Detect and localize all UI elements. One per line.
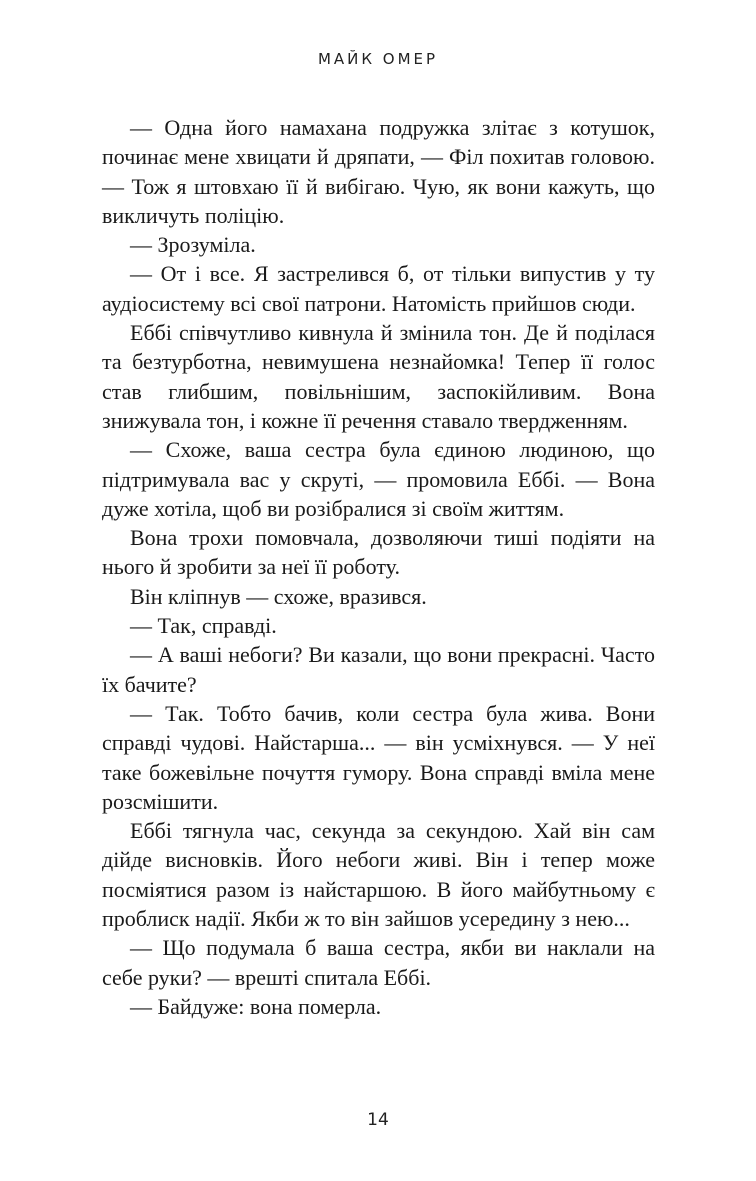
paragraph: — Байдуже: вона померла.: [130, 993, 382, 1019]
paragraph: — Зрозуміла.: [130, 232, 256, 258]
paragraph: — Схоже, ваша сестра була єдиною людиною, що підтримувала вас у скруті, — промовила Еббі. — Вона дуже хотіла, щоб ви розібралися зі своїм життям.: [102, 437, 655, 521]
paragraph: Він кліпнув — схоже, вразився.: [130, 583, 427, 609]
paragraph: — От і все. Я застрелився б, от тільки випустив у ту аудіосистему всі свої патрони. Натомість прийшов сюди.: [102, 261, 655, 316]
paragraph: — А ваші небоги? Ви казали, що вони прекрасні. Часто їх бачите?: [102, 642, 655, 697]
running-head: МАЙК ОМЕР: [317, 50, 439, 68]
paragraph: Вона трохи помовчала, дозволяючи тиші подіяти на нього й зробити за неї її роботу.: [102, 525, 655, 580]
body-text: [102, 113, 655, 1021]
paragraph: — Що подумала б ваша сестра, якби ви наклали на себе руки? — врешті спитала Еббі.: [102, 935, 655, 990]
paragraph: Еббі тягнула час, секунда за секундою. Хай він сам дійде висновків. Його небоги живі. Він і тепер може посміятися разом із найстаршою. В його майбутньому є проблиск надії. Якби ж то він зайшов усередину з нею...: [102, 818, 655, 932]
paragraph: — Одна його намахана подружка злітає з котушок, починає мене хвицати й дряпати, — Філ похитав головою. — Тож я штовхаю її й вибігаю. Чую, як вони кажуть, що викличуть поліцію.: [102, 115, 655, 228]
paragraph: — Так. Тобто бачив, коли сестра була жива. Вони справді чудові. Найстарша... — він усміхнувся. — У неї таке божевільне почуття гумору. Вона справді вміла мене розсмішити.: [102, 700, 655, 814]
paragraph: — Так, справді.: [130, 613, 277, 639]
paragraph: Еббі співчутливо кивнула й змінила тон. Де й поділася та безтурботна, невимушена незнайомка! Тепер її голос став глибшим, повільнішим, заспокійливим. Вона знижувала тон, і кожне її речення ставало твердженням.: [102, 320, 655, 433]
page-number: 14: [367, 1110, 389, 1130]
